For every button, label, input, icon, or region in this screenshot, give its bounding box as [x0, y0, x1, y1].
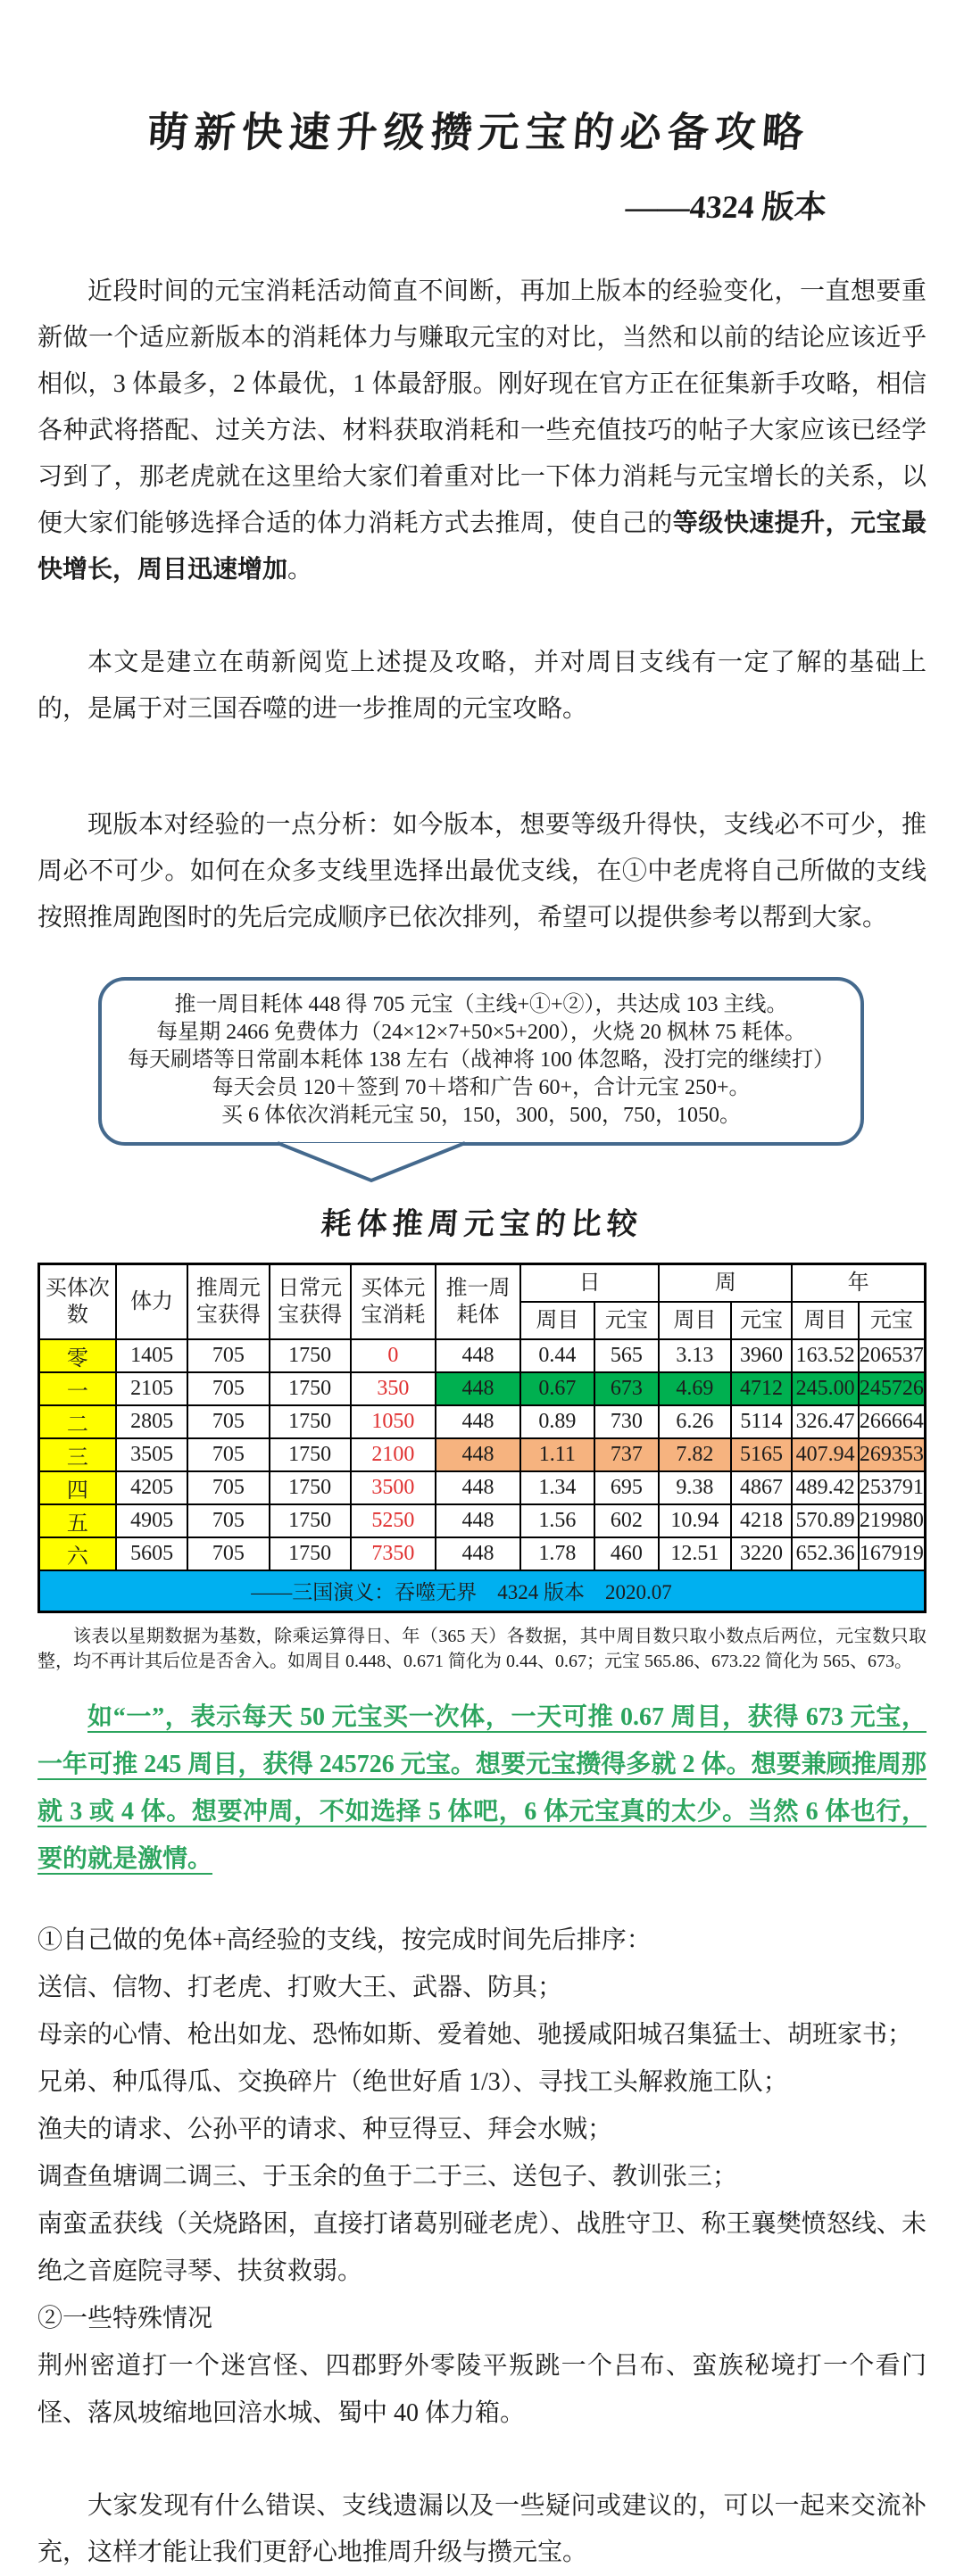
table-row — [39, 1405, 926, 1438]
header-run-cost: 推一周耗体 — [436, 1264, 520, 1340]
quest-line: ②一些特殊情况 — [37, 2304, 213, 2332]
row-label-cell: 六 — [39, 1537, 116, 1570]
table-cell: 1.78 — [520, 1537, 594, 1570]
table-row — [39, 1504, 926, 1537]
callout-line: 买 6 体依次消耗元宝 50，150，300，500，750，1050。 — [221, 1104, 741, 1127]
header-group-week: 周 — [659, 1264, 792, 1303]
basis-paragraph: 本文是建立在萌新阅览上述提及攻略，并对周目支线有一定了解的基础上的，是属于对三国吞噬的进一步推周的元宝攻略。 — [37, 649, 927, 723]
table-cell: 5165 — [731, 1438, 793, 1471]
table-cell: 705 — [187, 1405, 269, 1438]
table-cell: 489.42 — [792, 1471, 859, 1504]
subheader-yuanbao: 元宝 — [859, 1302, 926, 1339]
table-cell: 4.69 — [659, 1372, 730, 1405]
table-cell: 2100 — [351, 1438, 436, 1471]
table-cell: 730 — [594, 1405, 660, 1438]
table-cell: 5114 — [731, 1405, 793, 1438]
table-cell: 350 — [351, 1372, 436, 1405]
table-cell: 245.00 — [792, 1372, 859, 1405]
table-cell: 269353 — [859, 1438, 926, 1471]
table-cell: 1750 — [270, 1372, 351, 1405]
subheader-rounds: 周目 — [792, 1302, 859, 1339]
table-row — [39, 1438, 926, 1471]
table-title: 耗体推周元宝的比较 — [320, 1208, 644, 1241]
header-group-day: 日 — [520, 1264, 659, 1303]
table-cell: 673 — [594, 1372, 660, 1405]
table-cell: 326.47 — [792, 1405, 859, 1438]
table-cell: 1750 — [270, 1438, 351, 1471]
table-cell: 9.38 — [659, 1471, 730, 1504]
quest-line: 调查鱼塘调二调三、于玉余的鱼于二于三、送包子、教训张三； — [37, 2162, 738, 2191]
table-cell: 1750 — [270, 1405, 351, 1438]
quest-line: 送信、信物、打老虎、打败大王、武器、防具； — [37, 1973, 563, 2001]
table-cell: 407.94 — [792, 1438, 859, 1471]
table-cell: 448 — [436, 1438, 520, 1471]
callout-line: 推一周目耗体 448 得 705 元宝（主线+①+②），共达成 103 主线。 — [174, 993, 788, 1016]
table-cell: 1.56 — [520, 1504, 594, 1537]
table-cell: 3505 — [116, 1438, 187, 1471]
page-title: 萌新快速升级攒元宝的必备攻略 — [145, 110, 811, 155]
table-cell: 2105 — [116, 1372, 187, 1405]
table-cell: 3500 — [351, 1471, 436, 1504]
row-label-cell: 五 — [39, 1504, 116, 1537]
table-cell: 167919 — [859, 1537, 926, 1570]
table-cell: 0 — [351, 1339, 436, 1372]
table-cell: 1750 — [270, 1537, 351, 1570]
table-cell: 1750 — [270, 1504, 351, 1537]
table-cell: 1750 — [270, 1339, 351, 1372]
intro-text: 近段时间的元宝消耗活动简直不间断，再加上版本的经验变化，一直想要重新做一个适应新版本的消耗体力与赚取元宝的对比，当然和以前的结论应该近乎相似，3 体最多，2 体最优，1 体最舒服。刚好现在官方正在征集新手攻略，相信各种武将搭配、过关方法、材料获取消耗和一些充值技巧的帖子大家应该已经学习到了，那老虎就在这里给大家们着重对比一下体力消耗与元宝增长的关系，以便大家们能够选择合适的体力消耗方式去推周，使自己的 — [37, 277, 927, 537]
intro-paragraph — [37, 269, 927, 593]
table-cell: 4712 — [731, 1372, 793, 1405]
table-cell: 4867 — [731, 1471, 793, 1504]
table-cell: 0.44 — [520, 1339, 594, 1372]
table-cell: 1405 — [116, 1339, 187, 1372]
table-cell: 570.89 — [792, 1504, 859, 1537]
header-buy-count: 买体次数 — [39, 1264, 116, 1340]
analysis-paragraph: 现版本对经验的一点分析：如今版本，想要等级升得快，支线必不可少，推周必不可少。如何在众多支线里选择出最优支线，在①中老虎将自己所做的支线按照推周跑图时的先后完成顺序已依次排列，希望可以提供参考以帮到大家。 — [37, 811, 927, 932]
table-cell: 1.34 — [520, 1471, 594, 1504]
table-cell: 705 — [187, 1438, 269, 1471]
table-cell: 6.26 — [659, 1405, 730, 1438]
table-header — [39, 1264, 926, 1340]
table-cell: 448 — [436, 1504, 520, 1537]
table-row — [39, 1537, 926, 1570]
table-cell: 705 — [187, 1372, 269, 1405]
table-cell: 705 — [187, 1504, 269, 1537]
quest-line: 荆州密道打一个迷宫怪、四郡野外零陵平叛跳一个吕布、蛮族秘境打一个看门怪、落凤坡缩地回涪水城、蜀中 40 体力箱。 — [37, 2351, 927, 2427]
table-cell: 4205 — [116, 1471, 187, 1504]
recommendation-paragraph: 如“一”，表示每天 50 元宝买一次体，一天可推 0.67 周目，获得 673 元宝，一年可推 245 周目，获得 245726 元宝。想要元宝攒得多就 2 体。想要兼顾推周那就 3 或 4 体。想要冲周，不如选择 5 体吧，6 体元宝真的太少。当然 6 体也行，要的就是激情。 — [37, 1702, 927, 1873]
table-cell: 652.36 — [792, 1537, 859, 1570]
callout-line: 每天会员 120＋签到 70＋塔和广告 60+，合计元宝 250+。 — [212, 1076, 751, 1099]
table-cell: 2805 — [116, 1405, 187, 1438]
quest-line: 南蛮孟获线（关烧路困，直接打诸葛别碰老虎）、战胜守卫、称王襄樊愤怒线、未绝之音庭院寻琴、扶贫救弱。 — [37, 2209, 927, 2285]
table-cell: 5250 — [351, 1504, 436, 1537]
table-cell: 219980 — [859, 1504, 926, 1537]
table-cell: 565 — [594, 1339, 660, 1372]
callout-bubble — [98, 977, 864, 1146]
table-cell: 448 — [436, 1537, 520, 1570]
table-cell: 253791 — [859, 1471, 926, 1504]
callout-bubble-body — [98, 977, 864, 1146]
intro-bold-text: 等级快速提升，元宝最快增长，周目迅速增加 — [37, 509, 927, 584]
table-cell: 448 — [436, 1471, 520, 1504]
table-cell: 3220 — [731, 1537, 793, 1570]
table-cell: 448 — [436, 1372, 520, 1405]
table-cell: 705 — [187, 1339, 269, 1372]
table-cell: 0.67 — [520, 1372, 594, 1405]
quest-line: 渔夫的请求、公孙平的请求、种豆得豆、拜会水贼； — [37, 2115, 613, 2143]
intro-period: 。 — [287, 556, 313, 584]
table-cell: 7350 — [351, 1537, 436, 1570]
subheader-yuanbao: 元宝 — [594, 1302, 660, 1339]
row-label-cell: 二 — [39, 1405, 116, 1438]
table-cell: 3.13 — [659, 1339, 730, 1372]
table-cell: 5605 — [116, 1537, 187, 1570]
table-cell: 705 — [187, 1471, 269, 1504]
table-cell: 0.89 — [520, 1405, 594, 1438]
comparison-table — [37, 1263, 927, 1613]
table-cell: 4905 — [116, 1504, 187, 1537]
table-cell: 448 — [436, 1339, 520, 1372]
row-label-cell: 三 — [39, 1438, 116, 1471]
callout-pointer-icon — [272, 1141, 470, 1186]
table-footer-banner: ——三国演义：吞噬无界 4324 版本 2020.07 — [39, 1570, 926, 1611]
table-cell: 266664 — [859, 1405, 926, 1438]
table-cell: 7.82 — [659, 1438, 730, 1471]
table-cell: 695 — [594, 1471, 660, 1504]
table-cell: 602 — [594, 1504, 660, 1537]
table-cell: 737 — [594, 1438, 660, 1471]
table-footer — [39, 1570, 926, 1611]
table-cell: 460 — [594, 1537, 660, 1570]
closing-paragraph: 大家发现有什么错误、支线遗漏以及一些疑问或建议的，可以一起来交流补充，这样才能让我们更舒心地推周升级与攒元宝。 — [37, 2491, 927, 2566]
quest-list — [37, 1917, 927, 2437]
subheader-rounds: 周目 — [659, 1302, 730, 1339]
table-cell: 163.52 — [792, 1339, 859, 1372]
table-cell: 1750 — [270, 1471, 351, 1504]
subheader-rounds: 周目 — [520, 1302, 594, 1339]
table-cell: 1.11 — [520, 1438, 594, 1471]
table-cell: 3960 — [731, 1339, 793, 1372]
header-group-year: 年 — [792, 1264, 925, 1303]
callout-line: 每天刷塔等日常副本耗体 138 左右（战神将 100 体忽略，没打完的继续打） — [128, 1048, 835, 1072]
row-label-cell: 一 — [39, 1372, 116, 1405]
row-label-cell: 四 — [39, 1471, 116, 1504]
quest-line: 兄弟、种瓜得瓜、交换碎片（绝世好盾 1/3）、寻找工头解救施工队； — [37, 2067, 788, 2096]
header-daily-yuanbao: 日常元宝获得 — [270, 1264, 351, 1340]
quest-line: ①自己做的免体+高经验的支线，按完成时间先后排序： — [37, 1926, 652, 1954]
quest-line: 母亲的心情、枪出如龙、恐怖如斯、爱着她、驰援咸阳城召集猛士、胡班家书； — [37, 2020, 913, 2049]
table-cell: 10.94 — [659, 1504, 730, 1537]
version-subtitle: ——4324 版本 — [624, 189, 828, 225]
table-body — [39, 1339, 926, 1570]
row-label-cell: 零 — [39, 1339, 116, 1372]
table-cell: 245726 — [859, 1372, 926, 1405]
table-row — [39, 1372, 926, 1405]
header-run-yuanbao: 推周元宝获得 — [187, 1264, 269, 1340]
table-cell: 4218 — [731, 1504, 793, 1537]
subheader-yuanbao: 元宝 — [731, 1302, 793, 1339]
header-buy-cost: 买体元宝消耗 — [351, 1264, 436, 1340]
table-cell: 448 — [436, 1405, 520, 1438]
table-cell: 705 — [187, 1537, 269, 1570]
table-row — [39, 1339, 926, 1372]
table-cell: 12.51 — [659, 1537, 730, 1570]
table-cell: 206537 — [859, 1339, 926, 1372]
callout-line: 每星期 2466 免费体力（24×12×7+50×5+200），火烧 20 枫林 75 耗体。 — [156, 1021, 806, 1044]
table-footnote: 该表以星期数据为基数，除乘运算得日、年（365 天）各数据，其中周目数只取小数点后两位，元宝数只取整，均不再计其后位是否舍入。如周目 0.448、0.671 简化为 0.44、0.67；元宝 565.86、673.22 简化为 565、673。 — [37, 1626, 927, 1671]
table-row — [39, 1471, 926, 1504]
table-cell: 1050 — [351, 1405, 436, 1438]
header-stamina: 体力 — [116, 1264, 187, 1340]
